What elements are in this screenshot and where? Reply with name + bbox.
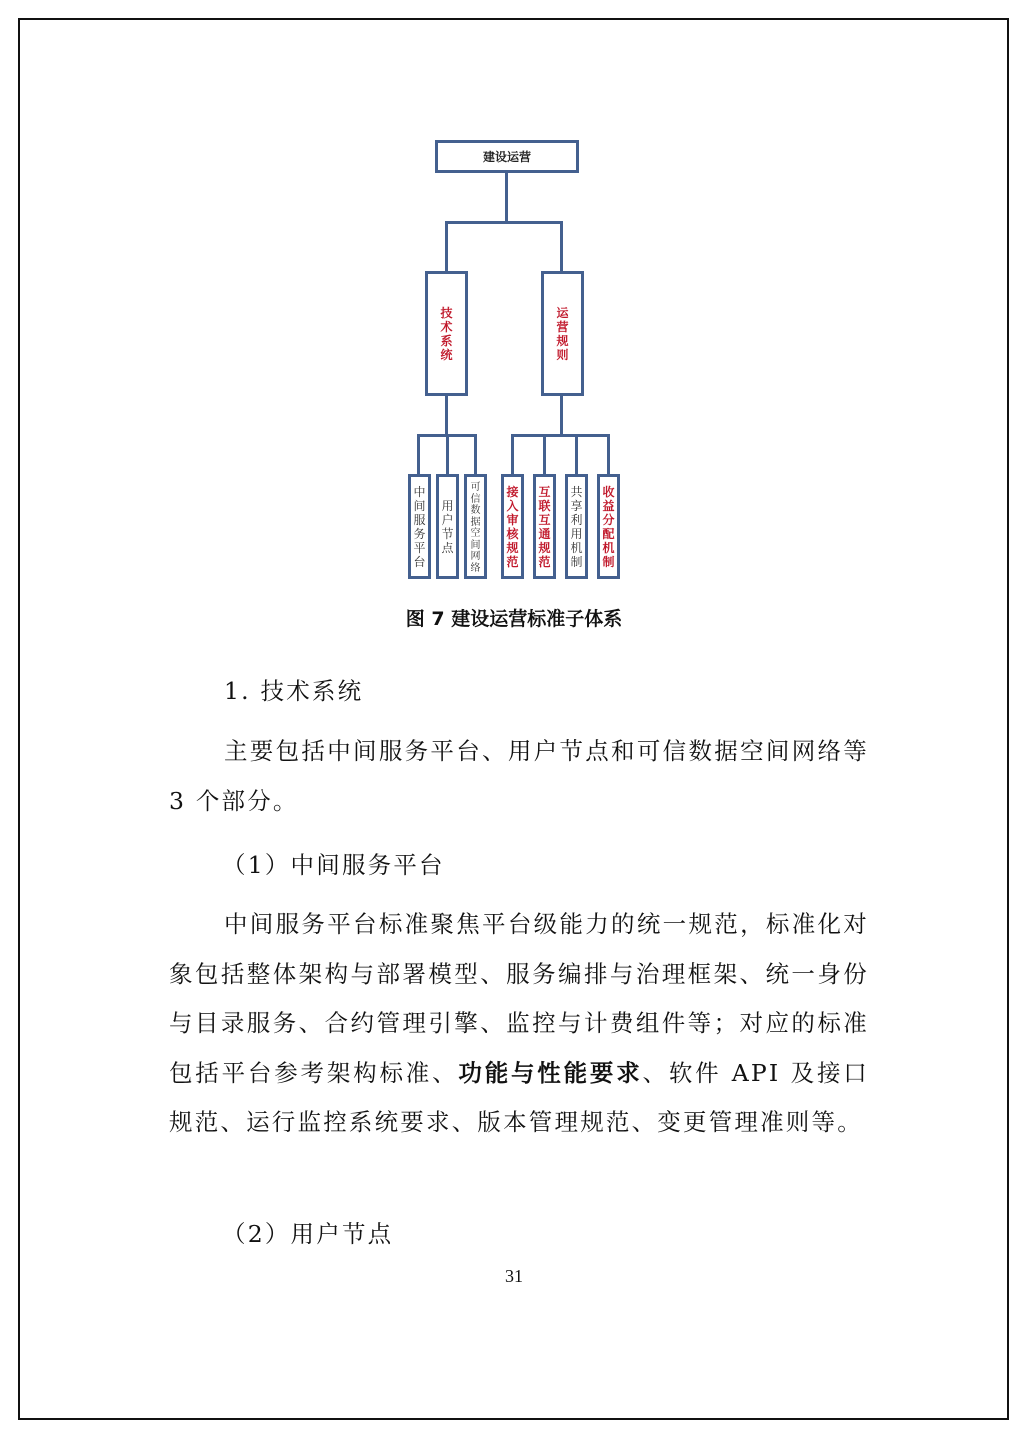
section-heading: 1. 技术系统	[224, 677, 364, 705]
branch-node-operation-rules	[541, 271, 584, 396]
body-text: 中间服务平台标准聚焦平台级能力的统一规范，标准化对象包括整体架构与部署模型、服务编排与治理框架、统一身份与目录服务、合约管理引擎、监控与计费组件等；对应的标准包括平台参考架构标准、	[169, 910, 869, 1087]
subsection-body-1	[169, 900, 869, 1148]
leaf-node	[436, 474, 459, 579]
body-text: 、软件 API 及接口规范、运行监控系统要求、版本管理规范、变更管理准则等。	[169, 1058, 870, 1136]
connector	[575, 434, 578, 475]
leaf-node	[408, 474, 431, 579]
connector	[417, 434, 420, 475]
connector	[511, 434, 514, 475]
connector	[445, 395, 448, 436]
connector	[543, 434, 546, 475]
connector	[511, 434, 610, 437]
root-node-label: 建设运营	[482, 150, 531, 164]
leaf-node-label: 共享利用机制	[570, 485, 583, 569]
leaf-node-label: 接入审核规范	[506, 485, 519, 569]
branch-node-label: 技术系统	[440, 305, 453, 362]
connector	[445, 221, 562, 224]
subsection-heading-2: （2）用户节点	[222, 1220, 394, 1248]
connector	[445, 221, 448, 272]
connector	[607, 434, 610, 475]
leaf-node-label: 中间服务平台	[413, 485, 426, 569]
figure-caption: 图 7 建设运营标准子体系	[405, 608, 623, 630]
connector	[474, 434, 477, 475]
org-chart-diagram	[0, 0, 1028, 600]
page-number: 31	[505, 1266, 523, 1286]
body-text-bold: 功能与性能要求	[458, 1058, 643, 1087]
leaf-node	[533, 474, 556, 579]
branch-node-label: 运营规则	[556, 305, 569, 362]
leaf-node	[501, 474, 524, 579]
subsection-heading-1: （1）中间服务平台	[222, 851, 445, 879]
connector	[446, 434, 449, 475]
branch-node-tech-system	[425, 271, 468, 396]
root-node	[435, 140, 579, 173]
connector	[560, 221, 563, 272]
connector	[505, 172, 508, 222]
leaf-node	[597, 474, 620, 579]
leaf-node-label: 收益分配机制	[602, 485, 615, 569]
connector	[560, 395, 563, 436]
leaf-node	[464, 474, 487, 579]
leaf-node-label: 用户节点	[441, 499, 454, 555]
leaf-node	[565, 474, 588, 579]
leaf-node-label: 可信数据空间网络	[470, 482, 481, 574]
intro-paragraph: 主要包括中间服务平台、用户节点和可信数据空间网络等 3 个部分。	[169, 737, 869, 815]
leaf-node-label: 互联互通规范	[538, 485, 551, 569]
